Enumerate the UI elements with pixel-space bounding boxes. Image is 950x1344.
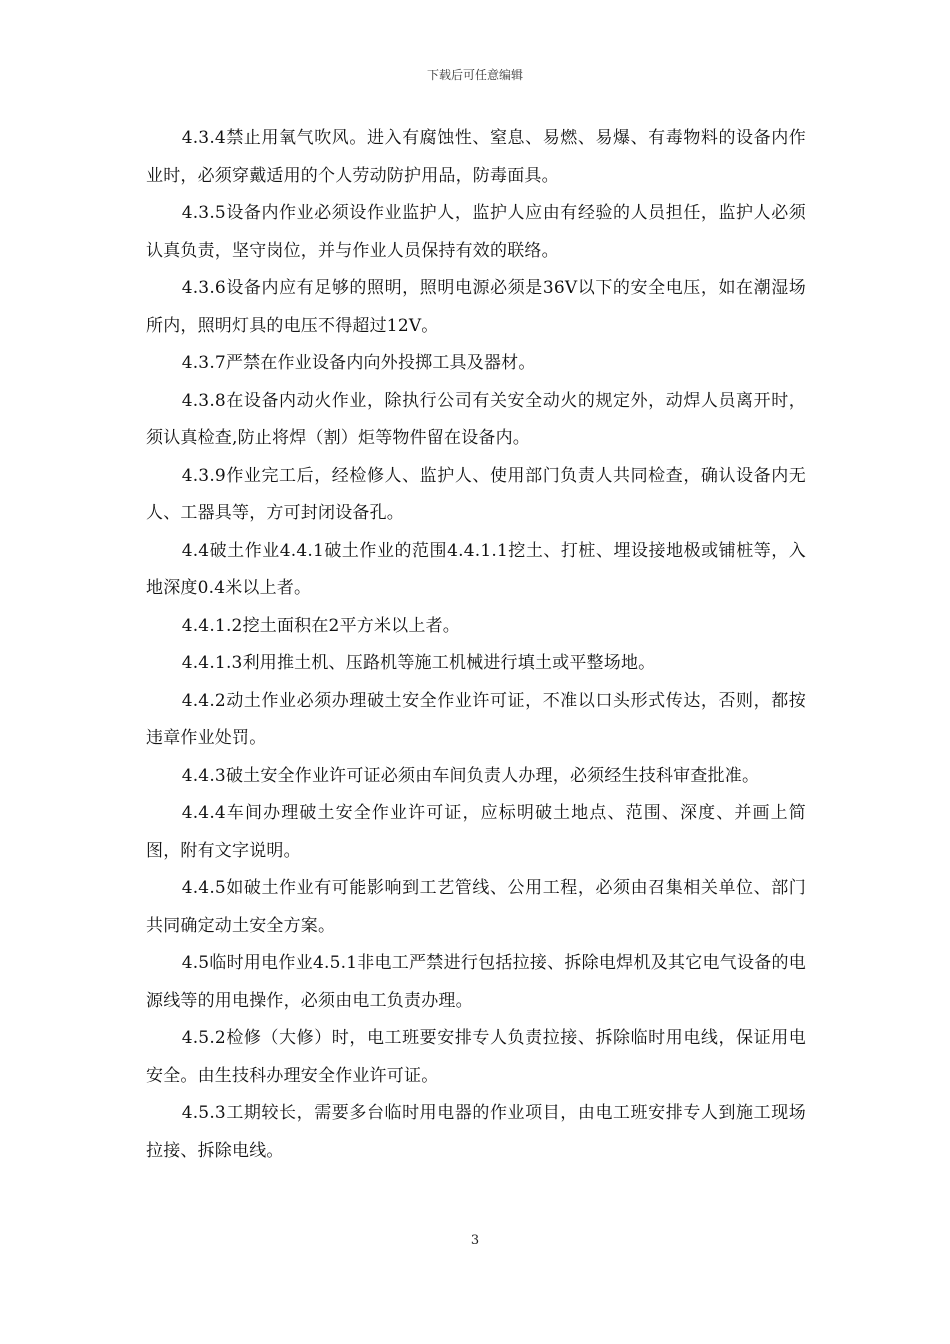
paragraph-4-4-4: 4.4.4车间办理破土安全作业许可证，应标明破土地点、范围、深度、并画上简图，附有文字说明。 — [146, 803, 806, 861]
paragraph-4-3-5: 4.3.5设备内作业必须设作业监护人，监护人应由有经验的人员担任，监护人必须认真负责，坚守岗位，并与作业人员保持有效的联络。 — [146, 203, 806, 261]
paragraph-4-4-3: 4.4.3破土安全作业许可证必须由车间负责人办理，必须经生技科审查批准。 — [181, 765, 760, 786]
paragraph-4-3-7: 4.3.7严禁在作业设备内向外投掷工具及器材。 — [181, 353, 536, 373]
paragraph-4-4-1-2: 4.4.1.2挖土面积在2平方米以上者。 — [181, 615, 460, 636]
paragraph-4-5-3: 4.5.3工期较长，需要多台临时用电器的作业项目，由电工班安排专人到施工现场拉接、拆除电线。 — [146, 1103, 806, 1161]
paragraph-4-4-1-3: 4.4.1.3利用推土机、压路机等施工机械进行填土或平整场地。 — [181, 653, 656, 673]
paragraph-4-4: 4.4破土作业4.4.1破土作业的范围4.4.1.1挖土、打桩、埋设接地极或铺桩等，入地深度0.4米以上者。 — [146, 540, 806, 598]
paragraph-4-3-9: 4.3.9作业完工后，经检修人、监护人、使用部门负责人共同检查，确认设备内无人、工器具等，方可封闭设备孔。 — [146, 465, 806, 523]
paragraph-4-4-5: 4.4.5如破土作业有可能影响到工艺管线、公用工程，必须由召集相关单位、部门共同确定动土安全方案。 — [146, 878, 806, 936]
document-body — [146, 120, 806, 1170]
paragraph-4-3-4: 4.3.4禁止用氧气吹风。进入有腐蚀性、窒息、易燃、易爆、有毒物料的设备内作业时，必须穿戴适用的个人劳动防护用品，防毒面具。 — [146, 128, 806, 186]
paragraph-4-5-2: 4.5.2检修（大修）时，电工班要安排专人负责拉接、拆除临时用电线，保证用电安全。由生技科办理安全作业许可证。 — [146, 1028, 806, 1086]
paragraph-4-4-2: 4.4.2动土作业必须办理破土安全作业许可证，不准以口头形式传达，否则，都按违章作业处罚。 — [146, 690, 806, 748]
paragraph-4-3-6: 4.3.6设备内应有足够的照明，照明电源必须是36V以下的安全电压，如在潮湿场所内，照明灯具的电压不得超过12V。 — [146, 278, 806, 336]
page-number: 3 — [470, 1233, 480, 1248]
paragraph-4-3-8: 4.3.8在设备内动火作业，除执行公司有关安全动火的规定外，动焊人员离开时，须认真检查,防止将焊（割）炬等物件留在设备内。 — [146, 390, 806, 448]
paragraph-4-5: 4.5临时用电作业4.5.1非电工严禁进行包括拉接、拆除电焊机及其它电气设备的电源线等的用电操作，必须由电工负责办理。 — [146, 953, 806, 1011]
page-header-note: 下载后可任意编辑 — [426, 68, 523, 82]
